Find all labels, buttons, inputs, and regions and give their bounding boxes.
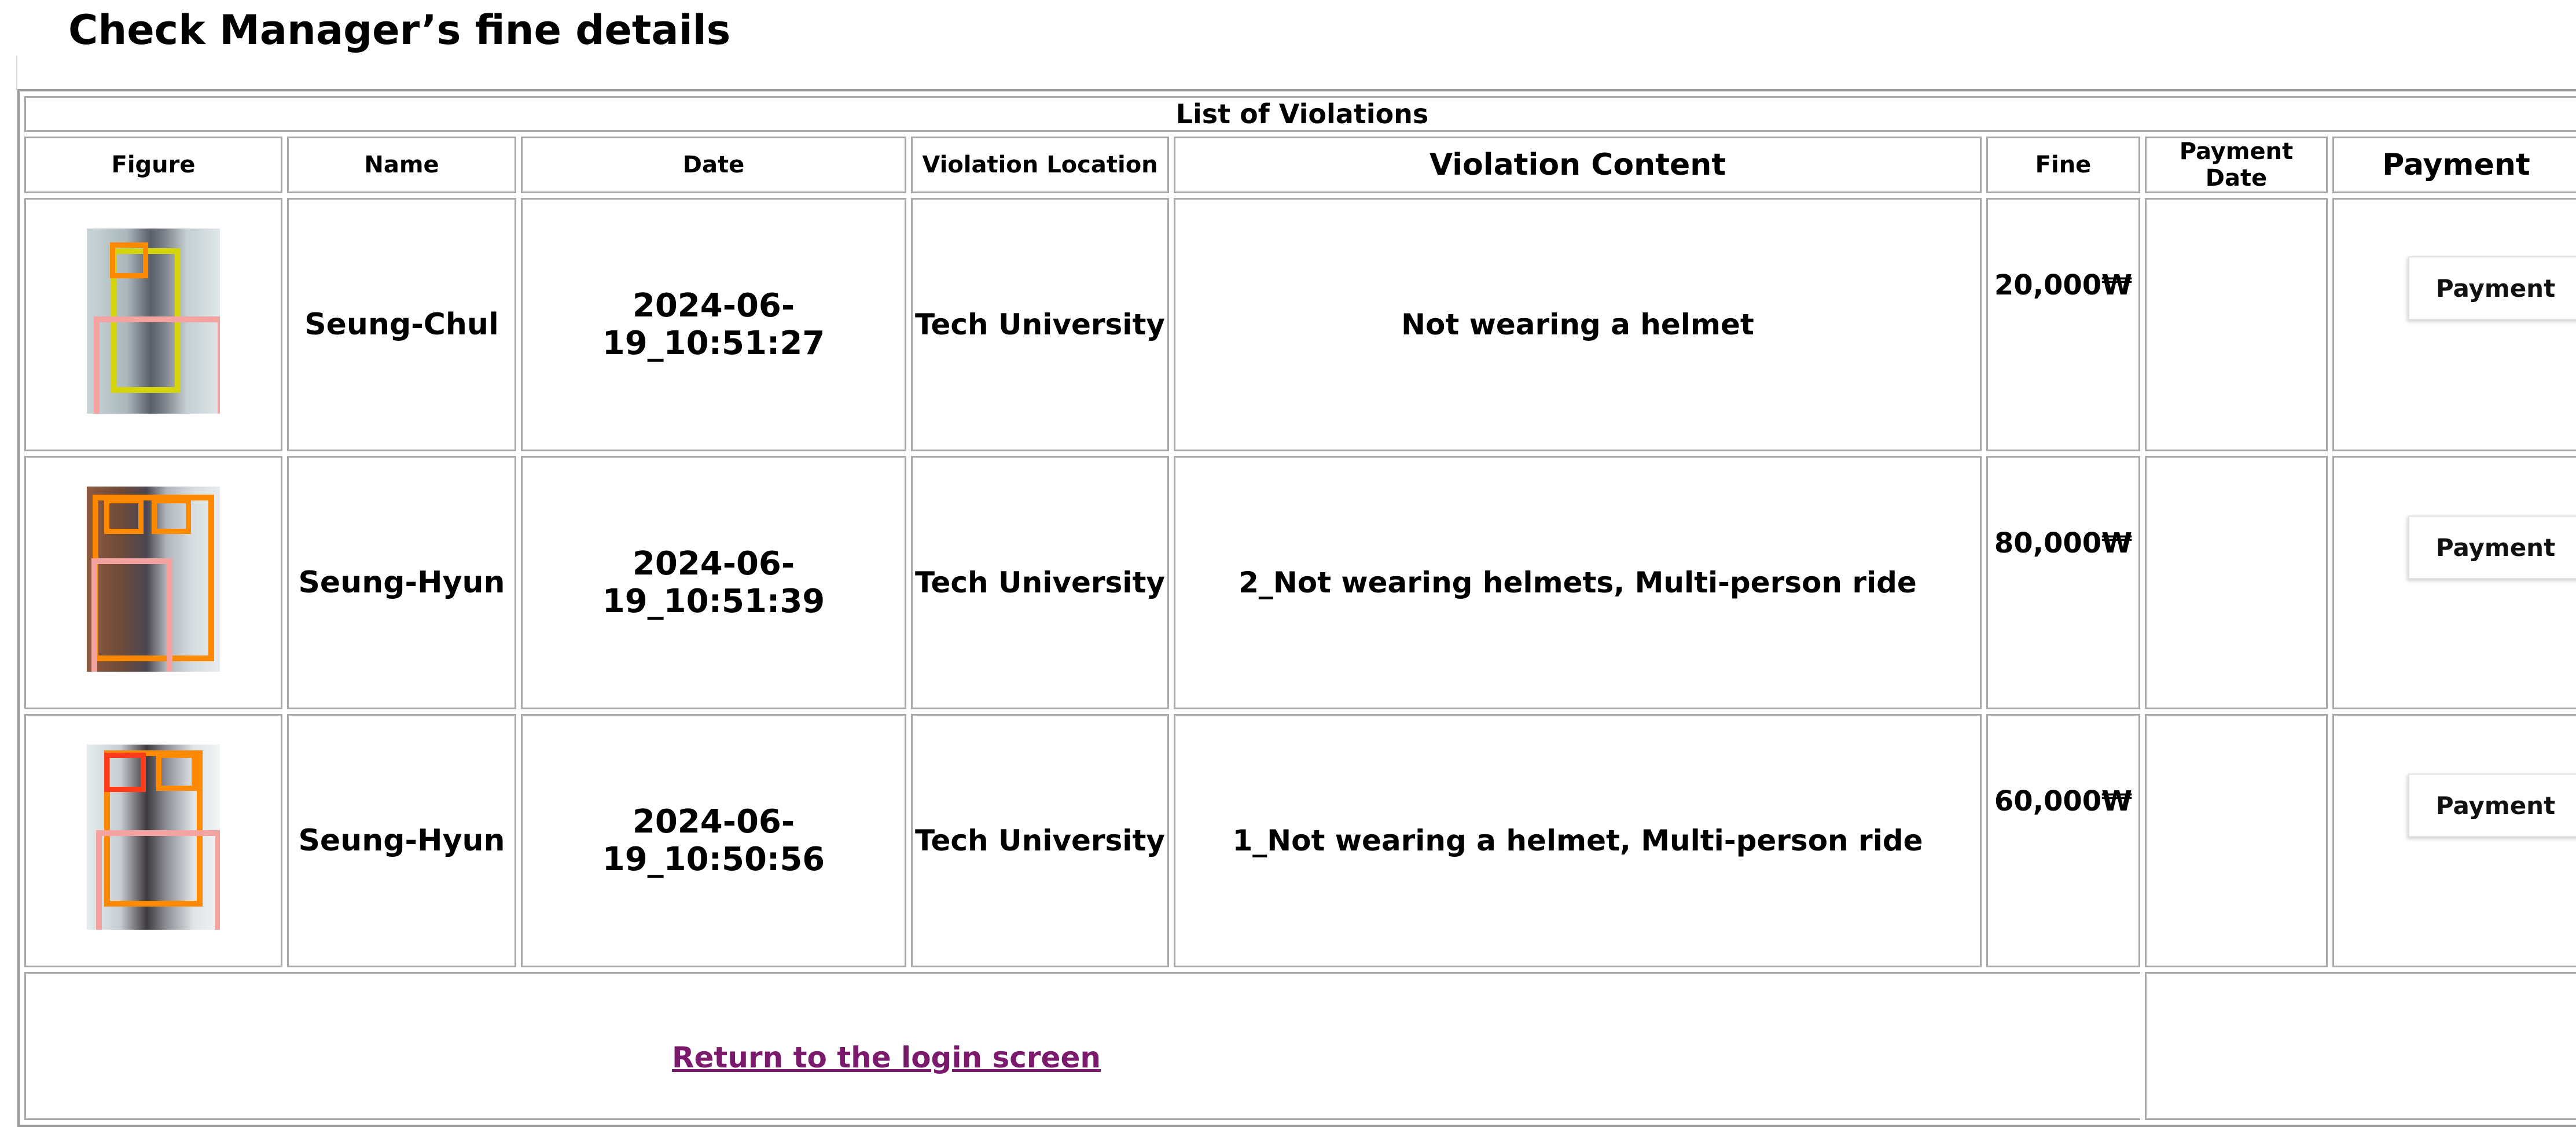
fine-cell: 20,000₩	[1986, 198, 2140, 451]
payment-cell	[2332, 456, 2576, 709]
figure-cell	[24, 714, 282, 967]
date-cell: 2024-06-19_10:51:27	[521, 198, 906, 451]
column-header-content: Violation Content	[1174, 137, 1982, 193]
payment-date-cell	[2145, 714, 2328, 967]
violation-photo	[87, 745, 220, 930]
content-cell: Not wearing a helmet	[1174, 198, 1982, 451]
column-header-date: Date	[521, 137, 906, 193]
return-to-login-link[interactable]: Return to the login screen	[672, 1041, 1101, 1074]
footer-empty-cell	[2145, 972, 2576, 1120]
name-cell: Seung-Hyun	[287, 456, 516, 709]
column-header-figure: Figure	[24, 137, 282, 193]
figure-cell	[24, 198, 282, 451]
violation-photo	[87, 487, 220, 672]
location-cell: Tech University	[911, 198, 1169, 451]
name-cell: Seung-Chul	[287, 198, 516, 451]
table-row	[24, 456, 2576, 709]
violations-table	[17, 89, 2576, 1127]
payment-button[interactable]: Payment	[2408, 256, 2576, 320]
page-title: Check Manager’s fine details	[68, 6, 731, 54]
location-cell: Tech University	[911, 456, 1169, 709]
figure-cell	[24, 456, 282, 709]
fine-cell: 80,000₩	[1986, 456, 2140, 709]
content-cell: 2_Not wearing helmets, Multi-person ride	[1174, 456, 1982, 709]
payment-cell	[2332, 714, 2576, 967]
column-header-location: Violation Location	[911, 137, 1169, 193]
payment-button[interactable]: Payment	[2408, 515, 2576, 579]
table-caption: List of Violations	[24, 96, 2576, 132]
payment-button[interactable]: Payment	[2408, 774, 2576, 837]
payment-date-cell	[2145, 198, 2328, 451]
content-cell: 1_Not wearing a helmet, Multi-person ride	[1174, 714, 1982, 967]
table-row	[24, 198, 2576, 451]
column-header-payment: Payment	[2332, 137, 2576, 193]
column-header-fine: Fine	[1986, 137, 2140, 193]
violation-photo	[87, 229, 220, 414]
table-row	[24, 714, 2576, 967]
payment-cell	[2332, 198, 2576, 451]
left-divider	[16, 56, 17, 90]
location-cell: Tech University	[911, 714, 1169, 967]
footer-cell	[24, 972, 2140, 1120]
name-cell: Seung-Hyun	[287, 714, 516, 967]
payment-date-cell	[2145, 456, 2328, 709]
date-cell: 2024-06-19_10:51:39	[521, 456, 906, 709]
column-header-name: Name	[287, 137, 516, 193]
fine-cell: 60,000₩	[1986, 714, 2140, 967]
date-cell: 2024-06-19_10:50:56	[521, 714, 906, 967]
column-header-payment-date: Payment Date	[2145, 137, 2328, 193]
